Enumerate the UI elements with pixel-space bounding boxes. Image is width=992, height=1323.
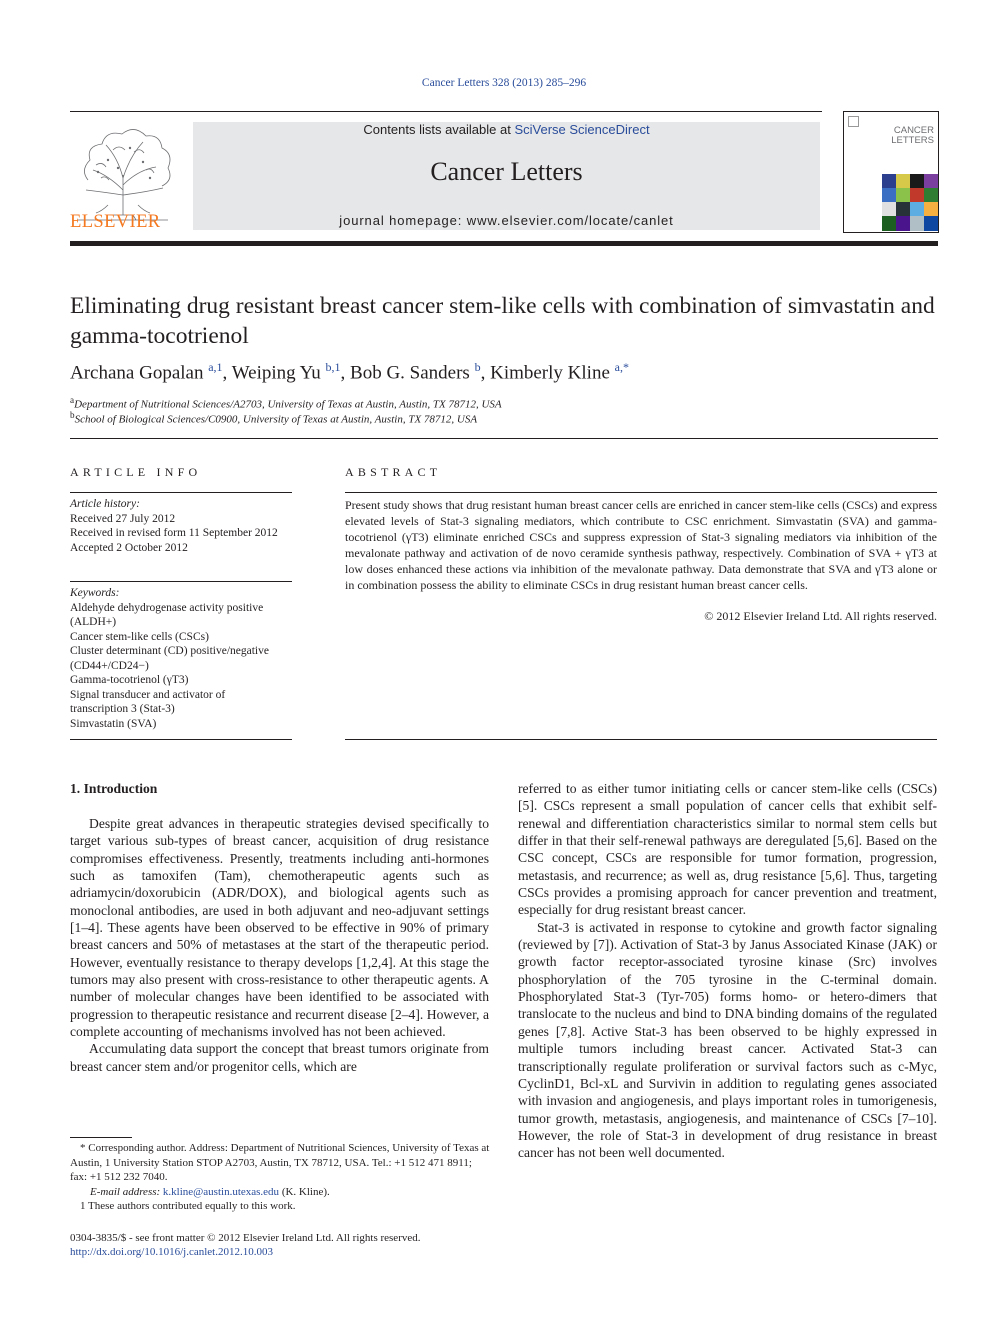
cover-elsevier-icon	[848, 116, 859, 127]
sciencedirect-link[interactable]: SciVerse ScienceDirect	[514, 122, 650, 137]
history-item: Received in revised form 11 September 2012	[70, 527, 278, 539]
doi-link[interactable]: http://dx.doi.org/10.1016/j.canlet.2012.10.003	[70, 1246, 273, 1258]
keyword: (ALDH+)	[70, 616, 117, 628]
abstract-rule	[345, 492, 937, 493]
affiliation-text: Department of Nutritional Sciences/A2703, University of Texas at Austin, Austin, TX 78712, USA	[74, 398, 502, 411]
affiliation-mark: a	[70, 395, 75, 405]
cover-title-line1: CANCER	[893, 125, 934, 136]
keywords-label: Keywords:	[70, 587, 120, 599]
issn-block	[70, 1231, 421, 1259]
info-rule	[70, 581, 292, 582]
contents-line	[193, 122, 820, 137]
article-title: Eliminating drug resistant breast cancer stem-like cells with combination of simvastatin and gamma-tocotrienol	[70, 293, 935, 349]
email-link[interactable]: k.kline@austin.utexas.edu	[162, 1185, 280, 1198]
header-thick-rule	[70, 241, 938, 246]
homepage-line	[193, 213, 820, 228]
contents-prefix: Contents lists available at	[363, 122, 515, 137]
author-affil-mark[interactable]: b	[474, 360, 481, 374]
footnote-rule	[70, 1137, 132, 1138]
section-heading: 1. Introduction	[70, 781, 158, 796]
author-list: Archana Gopalan $^{a,1}$, Weiping Yu $^{b,1}$, Bob G. Sanders $^b$, Kimberly Kline $^{a,*}$	[70, 360, 629, 384]
affiliation-a	[70, 395, 502, 411]
title-rule	[70, 438, 938, 439]
header-rule	[70, 111, 822, 112]
footnotes	[70, 1141, 490, 1214]
keyword: Aldehyde dehydrogenase activity positive	[70, 601, 264, 614]
affiliation-mark: b	[70, 410, 75, 420]
abstract-text: Present study shows that drug resistant human breast cancer cells are enriched in cancer stem-like cells (CSCs) and express elevated levels of Stat-3 signaling mediators, which contribute to CSC enrichment. Simvastatin (SVA) and gamma-tocotrienol (γT3) eliminate enriched CSCs and suppress expression of Stat-3 signaling mediators via inhibition of the mevalonate pathway and activation of de novo ceramide synthesis pathway, respectively. Combination of SVA + γT3 at low doses enhanced these actions via inhibition of the mevalonate pathway. Data demonstrate that SVA and γT3 alone or in combination possess the ability to eliminate CSCs in drug resistant human breast cancer cells.	[345, 498, 937, 592]
author-affil-mark[interactable]: a,1	[208, 360, 223, 374]
journal-name: Cancer Letters	[430, 157, 583, 186]
info-rule	[70, 739, 292, 740]
journal-cover[interactable]	[843, 111, 939, 233]
body-column-right	[518, 780, 937, 1162]
cover-title-line2: LETTERS	[891, 135, 934, 146]
body-paragraph: Stat-3 is activated in response to cytokine and growth factor signaling (reviewed by [7]). Activation of Stat-3 by Janus Associated Kinase (JAK) or growth factor receptor-associated tyrosine kinase (Src) involves phosphorylation of the 705 tyrosine in the C-terminal domain. Phosphorylated Stat-3 (Tyr-705) forms homo- or hetero-dimers that translocate to the nucleus and bind to DNA binding domains of the regulated genes [7,8]. Active Stat-3 has been observed to be highly expressed in multiple tumors including breast cancer. Activated Stat-3 can transcriptionally regulate proliferation or survival factors such as c-Myc, CyclinD1, Bcl-xL and Survivin in addition to regulating genes associated with invasion and angiogenesis, and plays important roles in tumorigenesis, tumor growth, metastasis, angiogenesis, and maintenance of CSCs [7–10]. However, the role of Stat-3 in development of drug resistance in breast cancer has not been well documented.	[518, 919, 937, 1161]
author-affil-mark[interactable]: b,1	[325, 360, 341, 374]
abstract-rule	[345, 739, 937, 740]
keyword: Gamma-tocotrienol (γT3)	[70, 674, 189, 686]
issn-line: 0304-3835/$ - see front matter © 2012 Elsevier Ireland Ltd. All rights reserved.	[70, 1232, 421, 1244]
corresponding-author-note: * Corresponding author. Address: Department of Nutritional Sciences, University of Texas at Austin, 1 University Station STOP A2703, Austin, TX 78712, USA. Tel.: +1 512 471 8911; fax: +1 512 232 7040.	[70, 1142, 490, 1183]
body-paragraph: Despite great advances in therapeutic strategies devised specifically to target various sub-types of breast cancer, acquisition of drug resistance compromises effectiveness. Presently, treatments including anti-hormones such as tamoxifen (Tam), chemotherapeutic agents such as adriamycin/doxorubicin (ADR/DOX), and biological agents such as monoclonal antibodies, are used in both adjuvant and neo-adjuvant settings [1–4]. These agents have been observed to be effective in 90% of primary breast cancers and 50% of metastases at the start of the therapeutic period. However, eventually resistance to therapy develops [1,2,4]. At this stage the tumors may also present with cross-resistance to other therapeutic agents. A number of molecular changes have been identified to be associated with progression to therapeutic resistance and recurrent disease [2–4]. However, a complete accounting of mechanisms involved has not been achieved.	[70, 816, 489, 1040]
elsevier-logo	[68, 120, 178, 235]
body-column-left	[70, 815, 489, 1075]
author-name[interactable]: Bob G. Sanders	[350, 362, 470, 384]
keyword: Cluster determinant (CD) positive/negative	[70, 645, 269, 657]
journal-citation[interactable]: Cancer Letters 328 (2013) 285–296	[421, 77, 587, 89]
article-history	[70, 497, 300, 555]
history-label: Article history:	[70, 498, 140, 510]
abstract-copyright: © 2012 Elsevier Ireland Ltd. All rights reserved.	[704, 609, 937, 623]
body-paragraph: Accumulating data support the concept that breast tumors originate from breast cancer stem and/or progenitor cells, which are	[70, 1041, 489, 1074]
homepage-prefix: journal homepage:	[339, 213, 467, 228]
affiliation-text: School of Biological Sciences/C0900, University of Texas at Austin, Austin, TX 78712, USA	[74, 413, 478, 426]
keyword: (CD44+/CD24−)	[70, 659, 149, 672]
email-note	[70, 1185, 490, 1200]
article-info-heading: ARTICLE INFO	[70, 465, 202, 479]
info-rule	[70, 492, 292, 493]
keyword: Simvastatin (SVA)	[70, 717, 157, 730]
author-name[interactable]: Kimberly Kline	[490, 362, 610, 384]
elsevier-wordmark: ELSEVIER	[70, 212, 161, 232]
keywords	[70, 586, 300, 731]
homepage-link[interactable]: www.elsevier.com/locate/canlet	[466, 213, 674, 228]
abstract-heading: ABSTRACT	[345, 465, 442, 479]
history-item: Received 27 July 2012	[70, 512, 176, 525]
affiliation-b	[70, 410, 477, 426]
keyword: transcription 3 (Stat-3)	[70, 703, 175, 715]
cover-title	[891, 126, 934, 146]
history-item: Accepted 2 October 2012	[70, 541, 188, 554]
email-suffix: (K. Kline).	[279, 1185, 330, 1198]
email-label: E-mail address:	[90, 1185, 163, 1198]
cover-mosaic-image	[882, 174, 938, 231]
equal-contribution-note: 1 These authors contributed equally to this work.	[80, 1200, 296, 1212]
author-name[interactable]: Weiping Yu	[231, 362, 321, 384]
body-paragraph: referred to as either tumor initiating cells or cancer stem-like cells (CSCs) [5]. CSCs represent a small population of cancer cells that exhibit self-renewal and differentiation characteristics similar to normal stem cells but differ in that their self-renewal pathways are deregulated [5,6]. Based on the CSC concept, CSCs are responsible for tumor formation, progression, metastasis, and recurrence; as well as, drug resistance [5,6]. Thus, targeting CSCs provides a promising approach for cancer prevention and treatment, especially for drug resistant breast cancer.	[518, 781, 937, 918]
author-name[interactable]: Archana Gopalan	[70, 362, 204, 384]
author-affil-mark[interactable]: a,*	[614, 360, 629, 374]
keyword: Cancer stem-like cells (CSCs)	[70, 630, 209, 643]
keyword: Signal transducer and activator of	[70, 688, 226, 701]
